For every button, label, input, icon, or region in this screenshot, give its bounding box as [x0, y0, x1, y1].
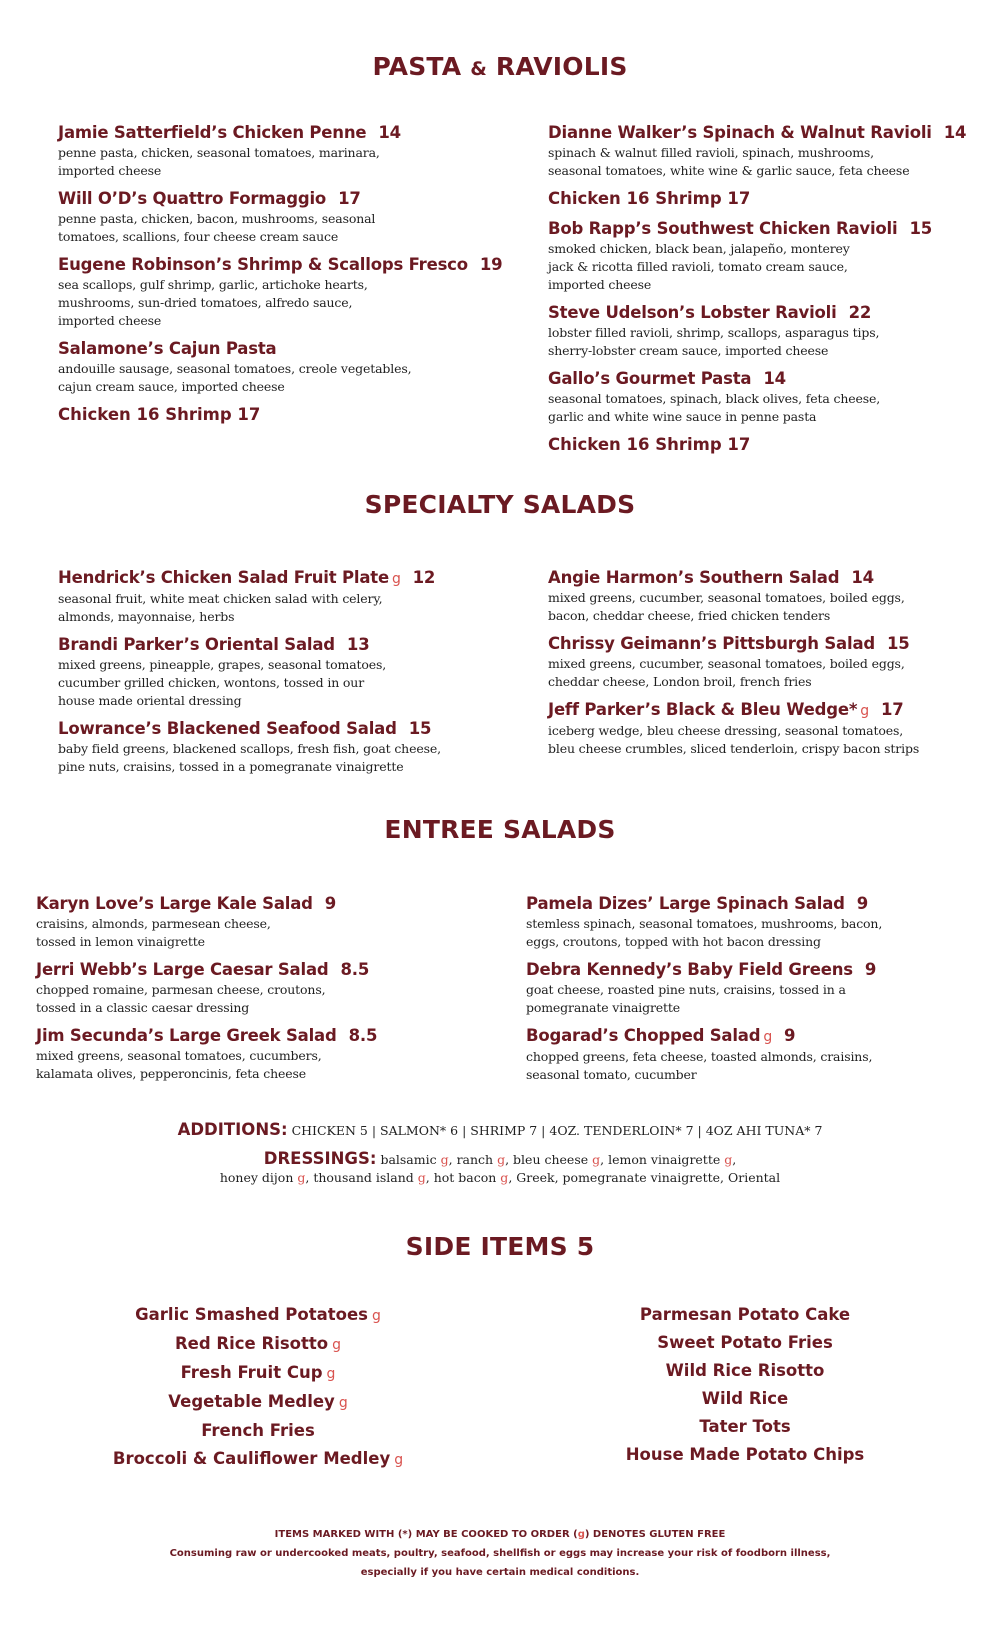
menu-item-title: Debra Kennedy’s Baby Field Greens [526, 960, 853, 979]
side-item-name: French Fries [201, 1421, 315, 1440]
gluten-free-mark: g [338, 1395, 348, 1411]
specialty-section-title: SPECIALTY SALADS [364, 490, 636, 519]
side-item-name: Wild Rice Risotto [665, 1361, 825, 1380]
menu-item-name [548, 699, 978, 722]
menu-item-title: Steve Udelson’s Lobster Ravioli [548, 303, 837, 322]
menu-item-name [58, 122, 498, 144]
menu-item-name [58, 567, 498, 590]
side-item-name: Garlic Smashed Potatoes [135, 1305, 368, 1324]
gluten-free-mark: g [326, 1366, 336, 1382]
side-item [525, 1413, 965, 1441]
menu-item-price: 14 [763, 369, 786, 388]
menu-item-description: mixed greens, cucumber, seasonal tomatoes, boiled eggs, cheddar cheese, London broil, french fries [548, 656, 905, 689]
dressing-name: lemon vinaigrette [608, 1152, 725, 1167]
pasta-title-amp: & [470, 58, 487, 80]
dressing-separator: , [425, 1170, 434, 1185]
menu-item-title: Eugene Robinson’s Shrimp & Scallops Fresco [58, 255, 468, 274]
menu-item-name [548, 218, 978, 240]
menu-item-description: lobster filled ravioli, shrimp, scallops, asparagus tips, sherry-lobster cream sauce, imported cheese [548, 325, 880, 358]
gluten-free-mark: g [332, 1337, 342, 1353]
menu-item [58, 634, 498, 710]
menu-item-description: baby field greens, blackened scallops, fresh fish, goat cheese, pine nuts, craisins, tossed in a pomegranate vinaigrette [58, 741, 441, 774]
footer-note-2: Consuming raw or undercooked meats, poultry, seafood, shellfish or eggs may increase your risk of foodborn illness, [169, 1548, 831, 1559]
menu-item [58, 718, 498, 776]
specialty-left-column [58, 567, 498, 784]
gluten-free-mark: g [860, 703, 869, 719]
menu-item-name [526, 959, 966, 981]
dressings-line-2 [0, 1169, 1000, 1187]
gluten-free-mark: g [440, 1152, 449, 1167]
menu-item-description: stemless spinach, seasonal tomatoes, mushrooms, bacon, eggs, croutons, topped with hot bacon dressing [526, 916, 883, 949]
menu-item-price: 15 [408, 719, 432, 738]
menu-item-title: Salamone’s Cajun Pasta [58, 339, 277, 358]
dressing-separator: , [505, 1152, 514, 1167]
menu-item-price: 9 [324, 894, 337, 913]
menu-item-description: seasonal tomatoes, spinach, black olives, feta cheese, garlic and white wine sauce in penne pasta [548, 391, 881, 424]
menu-item-description: mixed greens, cucumber, seasonal tomatoes, boiled eggs, bacon, cheddar cheese, fried chicken tenders [548, 590, 905, 623]
menu-item-description: seasonal fruit, white meat chicken salad with celery, almonds, mayonnaise, herbs [58, 591, 383, 624]
specialty-right-column [548, 567, 978, 766]
dressing-name: Greek, pomegranate vinaigrette, Oriental [516, 1170, 781, 1185]
side-item-name: Broccoli & Cauliflower Medley [112, 1449, 391, 1468]
menu-item-description: sea scallops, gulf shrimp, garlic, artichoke hearts, mushrooms, sun-dried tomatoes, alfredo sauce, imported cheese [58, 277, 368, 328]
side-item [525, 1385, 965, 1413]
entree-right-column [526, 893, 966, 1092]
gluten-free-mark: g [724, 1152, 733, 1167]
menu-item-price: 9 [864, 960, 877, 979]
gluten-free-mark: g [763, 1029, 773, 1045]
menu-item-title: Angie Harmon’s Southern Salad [548, 568, 840, 587]
footer-note-3: especially if you have certain medical conditions. [360, 1567, 640, 1578]
side-item [525, 1329, 965, 1357]
side-item [38, 1417, 478, 1445]
menu-item [548, 368, 978, 426]
menu-item-name [36, 893, 476, 915]
menu-item [58, 254, 503, 330]
dressing-name: ranch [456, 1152, 498, 1167]
menu-item-name [548, 122, 978, 144]
menu-item-title: Dianne Walker’s Spinach & Walnut Ravioli [548, 123, 932, 142]
menu-item-title: Jamie Satterfield’s Chicken Penne [58, 123, 367, 142]
menu-item-description: andouille sausage, seasonal tomatoes, creole vegetables, cajun cream sauce, imported cheese [58, 361, 412, 394]
menu-item-price: 14 [943, 123, 967, 142]
menu-item-name [58, 718, 498, 740]
menu-item-title: Bob Rapp’s Southwest Chicken Ravioli [548, 219, 898, 238]
menu-item [548, 633, 978, 691]
menu-item-price: 8.5 [340, 960, 370, 979]
menu-item [548, 122, 978, 180]
dressing-name: thousand island [313, 1170, 418, 1185]
side-item-name: Tater Tots [699, 1417, 791, 1436]
menu-item [58, 122, 498, 180]
menu-item-title: Gallo’s Gourmet Pasta [548, 369, 752, 388]
menu-item-name [548, 567, 978, 589]
menu-item [36, 959, 476, 1017]
menu-item-name [526, 1025, 966, 1048]
menu-item-price: 15 [887, 634, 910, 653]
footer-line1-b: ) DENOTES GLUTEN FREE [584, 1529, 726, 1540]
side-item [525, 1357, 965, 1385]
dressing-separator: , [600, 1152, 609, 1167]
menu-item-price: 9 [856, 894, 869, 913]
menu-item [548, 567, 978, 625]
menu-item-price: 17 [880, 700, 904, 719]
menu-item-title: Will O’D’s Quattro Formaggio [58, 189, 327, 208]
menu-item-title: Karyn Love’s Large Kale Salad [36, 894, 313, 913]
additions-text: CHICKEN 5 | SALMON* 6 | SHRIMP 7 | 4OZ. TENDERLOIN* 7 | 4OZ AHI TUNA* 7 [291, 1123, 823, 1138]
gluten-free-mark: g [371, 1308, 381, 1324]
side-item [38, 1301, 478, 1330]
pasta-left-addon: Chicken 16 Shrimp 17 [58, 405, 261, 424]
pasta-left-column [58, 122, 503, 434]
menu-item [548, 218, 978, 294]
dressing-name: bleu cheese [513, 1152, 593, 1167]
menu-item [58, 567, 498, 626]
dressing-separator: , [305, 1170, 314, 1185]
gluten-free-mark: g [497, 1152, 506, 1167]
side-item-name: House Made Potato Chips [625, 1445, 865, 1464]
gluten-free-mark: g [500, 1170, 509, 1185]
side-item [525, 1301, 965, 1329]
menu-item-name [36, 959, 476, 981]
footer-note-1 [0, 1526, 1000, 1544]
pasta-right-column [548, 122, 978, 464]
menu-item-name [548, 368, 978, 390]
menu-item-description: spinach & walnut filled ravioli, spinach, mushrooms, seasonal tomatoes, white wine & garlic sauce, feta cheese [548, 145, 910, 178]
menu-item [36, 893, 476, 951]
pasta-right-addon-2: Chicken 16 Shrimp 17 [548, 435, 751, 454]
menu-item-title: Chrissy Geimann’s Pittsburgh Salad [548, 634, 875, 653]
side-item [38, 1330, 478, 1359]
entree-left-column [36, 893, 476, 1091]
menu-item [548, 699, 978, 758]
menu-item-description: chopped greens, feta cheese, toasted almonds, craisins, seasonal tomato, cucumber [526, 1049, 873, 1082]
menu-item-price: 17 [338, 189, 361, 208]
dressings-line-1 [0, 1150, 1000, 1169]
side-item [525, 1441, 965, 1469]
side-item-name: Wild Rice [701, 1389, 789, 1408]
dressing-separator: , [448, 1152, 457, 1167]
gluten-free-mark: g [417, 1170, 426, 1185]
sides-section-title: SIDE ITEMS 5 [405, 1232, 595, 1261]
menu-item-name [58, 634, 498, 656]
menu-item [36, 1025, 476, 1083]
gluten-free-mark: g [297, 1170, 306, 1185]
menu-item-name [526, 893, 966, 915]
side-item [38, 1445, 478, 1474]
menu-item-title: Jim Secunda’s Large Greek Salad [36, 1026, 337, 1045]
pasta-title-a: PASTA [372, 52, 462, 81]
entree-section-title: ENTREE SALADS [384, 815, 616, 844]
menu-item-title: Lowrance’s Blackened Seafood Salad [58, 719, 397, 738]
menu-item-price: 19 [479, 255, 503, 274]
side-item-name: Parmesan Potato Cake [639, 1305, 851, 1324]
menu-item-price: 9 [784, 1026, 796, 1045]
additions-label: ADDITIONS: [177, 1120, 288, 1139]
footer-line1-a: ITEMS MARKED WITH (*) MAY BE COOKED TO ORDER ( [274, 1529, 578, 1540]
menu-item-price: 22 [848, 303, 872, 322]
menu-item-price: 8.5 [348, 1026, 378, 1045]
menu-item-price: 13 [346, 635, 370, 654]
menu-item-title: Bogarad’s Chopped Salad [526, 1026, 761, 1045]
side-item-name: Sweet Potato Fries [657, 1333, 833, 1352]
sides-left-column [38, 1301, 478, 1474]
menu-item-description: penne pasta, chicken, seasonal tomatoes, marinara, imported cheese [58, 145, 380, 178]
pasta-section-title [0, 52, 1000, 81]
menu-item [526, 959, 966, 1017]
menu-item-name [58, 338, 498, 360]
menu-item [548, 302, 978, 360]
footer-gluten-mark: g [577, 1529, 585, 1540]
dressings-label: DRESSINGS: [263, 1149, 377, 1168]
side-item [38, 1388, 478, 1417]
menu-item-description: chopped romaine, parmesan cheese, croutons, tossed in a classic caesar dressing [36, 982, 326, 1015]
sides-right-column [525, 1301, 965, 1469]
menu-item-name [36, 1025, 476, 1047]
menu-item-title: Jeff Parker’s Black & Bleu Wedge* [548, 700, 858, 719]
dressing-separator: , [732, 1152, 737, 1167]
side-item-name: Vegetable Medley [168, 1392, 335, 1411]
menu-item-description: smoked chicken, black bean, jalapeño, monterey jack & ricotta filled ravioli, tomato cream sauce, imported cheese [548, 241, 850, 292]
menu-item-description: mixed greens, pineapple, grapes, seasonal tomatoes, cucumber grilled chicken, wontons, tossed in our house made oriental dressing [58, 657, 387, 708]
menu-item-name [548, 633, 978, 655]
menu-item-description: iceberg wedge, bleu cheese dressing, seasonal tomatoes, bleu cheese crumbles, sliced tenderloin, crispy bacon strips [548, 723, 920, 756]
pasta-right-addon-1: Chicken 16 Shrimp 17 [548, 189, 751, 208]
menu-item-description: craisins, almonds, parmesean cheese, tossed in lemon vinaigrette [36, 916, 271, 949]
gluten-free-mark: g [394, 1452, 404, 1468]
menu-item-title: Hendrick’s Chicken Salad Fruit Plate [58, 568, 389, 587]
menu-item-description: penne pasta, chicken, bacon, mushrooms, seasonal tomatoes, scallions, four cheese cream sauce [58, 211, 376, 244]
menu-item-price: 15 [909, 219, 933, 238]
menu-item-title: Brandi Parker’s Oriental Salad [58, 635, 335, 654]
pasta-title-b: RAVIOLIS [495, 52, 628, 81]
menu-item-name [548, 302, 978, 324]
additions-line [0, 1121, 1000, 1140]
side-item [38, 1359, 478, 1388]
menu-item [58, 338, 498, 396]
dressing-name: hot bacon [433, 1170, 501, 1185]
menu-item [58, 188, 498, 246]
menu-item-price: 12 [412, 568, 436, 587]
menu-item-description: goat cheese, roasted pine nuts, craisins, tossed in a pomegranate vinaigrette [526, 982, 846, 1015]
menu-item [526, 893, 966, 951]
gluten-free-mark: g [592, 1152, 601, 1167]
menu-item-price: 14 [378, 123, 401, 142]
side-item-name: Fresh Fruit Cup [180, 1363, 323, 1382]
menu-item-description: mixed greens, seasonal tomatoes, cucumbers, kalamata olives, pepperoncinis, feta cheese [36, 1048, 322, 1081]
dressing-name: honey dijon [219, 1170, 298, 1185]
menu-item-name [58, 254, 503, 276]
gluten-free-mark: g [391, 571, 401, 587]
side-item-name: Red Rice Risotto [174, 1334, 329, 1353]
menu-item-price: 14 [851, 568, 874, 587]
menu-item-title: Pamela Dizes’ Large Spinach Salad [526, 894, 845, 913]
menu-item-title: Jerri Webb’s Large Caesar Salad [36, 960, 329, 979]
menu-item [526, 1025, 966, 1084]
dressing-name: balsamic [380, 1152, 441, 1167]
menu-item-name [58, 188, 498, 210]
dressing-separator: , [508, 1170, 517, 1185]
